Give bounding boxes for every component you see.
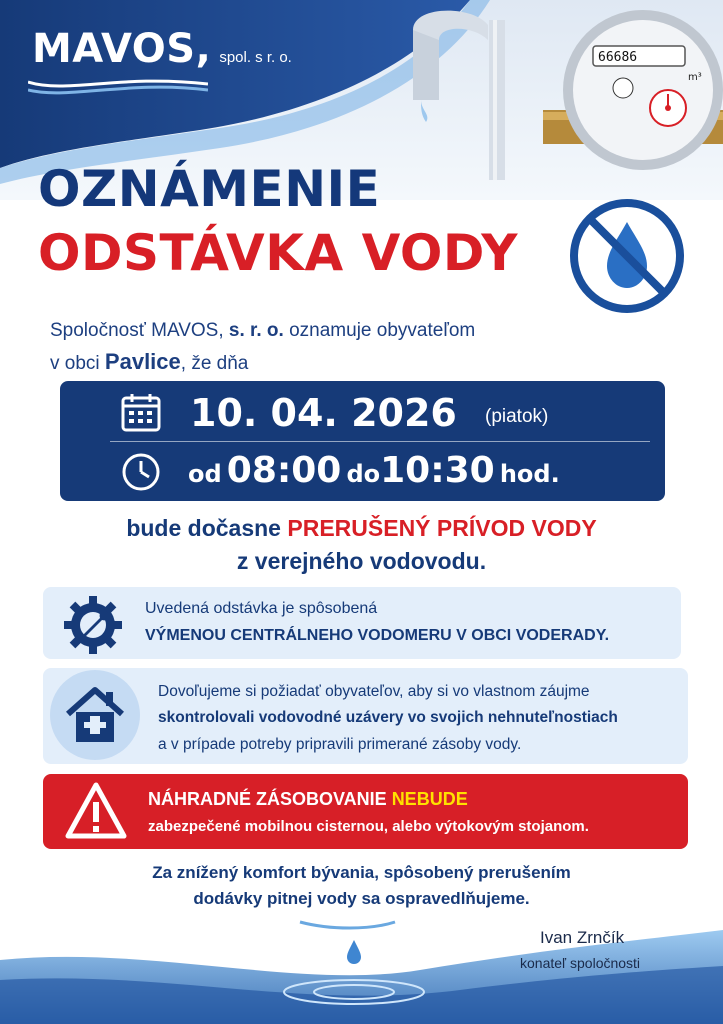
time-to-label: do xyxy=(346,460,381,488)
warning-title-highlight: NEBUDE xyxy=(391,789,468,809)
shutdown-time xyxy=(188,450,560,491)
meter-unit: m³ xyxy=(688,72,702,83)
signer-name: Ivan Zrnčík xyxy=(540,928,625,947)
intro-village: Pavlice xyxy=(104,349,181,374)
calendar-icon xyxy=(120,391,162,433)
time-from: 08:00 xyxy=(226,450,342,491)
schedule-divider xyxy=(110,441,650,442)
warning-text: zabezpečené mobilnou cisternou, alebo výtokovým stojanom. xyxy=(148,818,589,835)
interruption-line2: z verejného vodovodu. xyxy=(236,548,487,574)
page-subtitle: ODSTÁVKA VODY xyxy=(38,224,518,282)
gear-wrench-icon xyxy=(60,592,126,658)
date-row xyxy=(60,381,665,441)
warning-icon xyxy=(63,780,129,842)
signer-role: konateľ spoločnosti xyxy=(520,955,641,971)
intro-part1: Spoločnosť MAVOS, xyxy=(50,320,229,341)
request-line3: a v prípade potreby pripravili primerané zásoby vody. xyxy=(158,736,522,753)
time-to: 10:30 xyxy=(380,450,495,491)
interruption-text xyxy=(0,512,723,578)
time-row xyxy=(60,443,665,501)
shutdown-date: 10. 04. 2026 xyxy=(190,391,457,435)
shutdown-day: (piatok) xyxy=(485,406,549,427)
intro-text xyxy=(50,315,475,379)
request-line2: skontrolovali vodovodné uzávery vo svojich nehnuteľnostiach xyxy=(158,709,618,726)
clock-icon xyxy=(120,451,162,493)
faucet-meter-illustration xyxy=(393,0,723,200)
warning-box xyxy=(43,774,688,849)
reason-line2: VÝMENOU CENTRÁLNEHO VODOMERU V OBCI VODERADY. xyxy=(145,627,610,644)
meter-reading: 66686 xyxy=(598,50,638,65)
time-from-label: od xyxy=(188,460,222,488)
intro-part5: , že dňa xyxy=(180,353,249,374)
request-line1: Dovoľujeme si požiadať obyvateľov, aby si vo vlastnom záujme xyxy=(158,683,590,700)
interruption-part1: bude dočasne xyxy=(126,515,288,541)
intro-part3: oznamuje obyvateľom xyxy=(283,320,476,341)
house-icon xyxy=(60,680,130,750)
interruption-highlight: PRERUŠENÝ PRÍVOD VODY xyxy=(287,515,597,541)
intro-part4: v obci xyxy=(50,353,105,374)
apology-line1: Za znížený komfort bývania, spôsobený prerušením xyxy=(152,863,571,882)
no-water-icon xyxy=(567,196,687,316)
reason-box xyxy=(43,587,681,659)
logo-wave-icon xyxy=(28,74,208,96)
warning-title-part1: NÁHRADNÉ ZÁSOBOVANIE xyxy=(148,789,392,809)
apology-line2: dodávky pitnej vody sa ospravedlňujeme. xyxy=(193,889,530,908)
company-logo xyxy=(32,26,292,72)
warning-title xyxy=(148,789,468,810)
intro-company-form: s. r. o. xyxy=(228,320,284,341)
logo-name: MAVOS, xyxy=(32,26,212,72)
logo-suffix: spol. s r. o. xyxy=(219,49,292,66)
schedule-box xyxy=(60,381,665,501)
reason-line1: Uvedená odstávka je spôsobená xyxy=(145,600,378,617)
time-unit: hod. xyxy=(499,460,560,488)
page-title: OZNÁMENIE xyxy=(38,160,381,218)
